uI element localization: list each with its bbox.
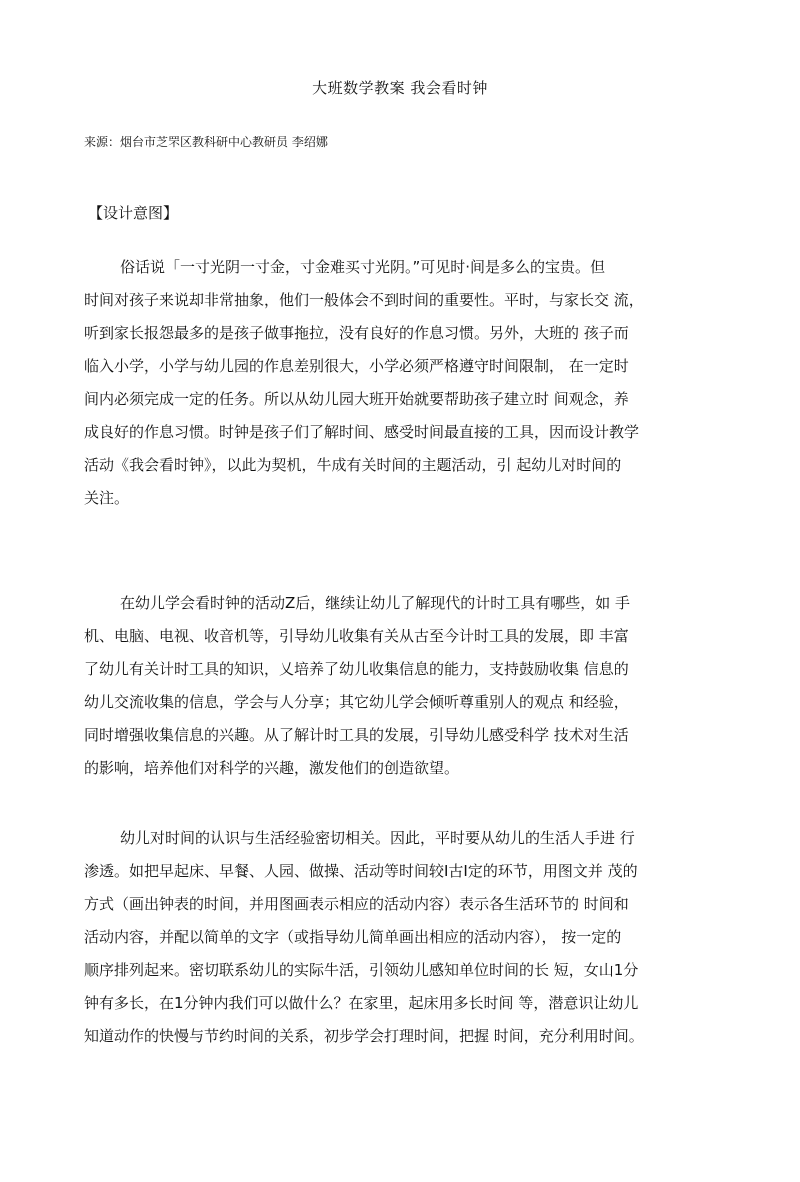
paragraph-line: 临入小学，小学与幼儿园的作息差别很大，小学必须严格遵守时间限制， 在一定时 [84, 357, 629, 375]
paragraph-line: 成良好的作息习惯。时钟是孩子们了解时间、感受时间最直接的工具，因而设计教学 [84, 423, 640, 441]
paragraph-line: 听到家长报怨最多的是孩子做事拖拉，没有良好的作息习惯。另外，大班的 孩子而 [84, 324, 629, 342]
paragraph-line: 幼儿对时间的认识与生活经验密切相关。因此，平时要从幼儿的生活人手进 行 [120, 829, 635, 847]
paragraph-line: 关注。 [84, 489, 130, 507]
document-source: 来源：烟台市芝罘区教科研中心教研员 李绍娜 [84, 135, 328, 149]
document-title: 大班数学教案 我会看时钟 [312, 79, 488, 97]
paragraph-line: 时间对孩子来说却非常抽象，他们一般体会不到时间的重要性。平时，与家长交 流， [84, 291, 644, 309]
paragraph-line: 机、电脑、电视、收音机等，引导幼儿收集有关从古至今计时工具的发展，即 丰富 [84, 627, 629, 645]
paragraph-line: 幼儿交流收集的信息，学会与人分享；其它幼儿学会倾听尊重别人的观点 和经验， [84, 693, 629, 711]
paragraph-3 [84, 822, 724, 1053]
paragraph-1 [84, 251, 724, 515]
paragraph-line: 间内必须完成一定的任务。所以从幼儿园大班开始就要帮助孩子建立时 间观念，养 [84, 390, 629, 408]
paragraph-line: 活动内容，并配以简单的文字（或指导幼儿简单画出相应的活动内容）， 按一定的 [84, 928, 622, 946]
paragraph-2 [84, 587, 724, 785]
paragraph-line: 知道动作的快慢与节约时间的关系，初步学会打理时间，把握 时间，充分利用时间。 [84, 1027, 644, 1045]
paragraph-line: 了幼儿有关计时工具的知识，乂培养了幼儿收集信息的能力，支持鼓励收集 信息的 [84, 660, 629, 678]
paragraph-line: 同时增强收集信息的兴趣。从了解计时工具的发展，引导幼儿感受科学 技术对生活 [84, 726, 629, 744]
paragraph-line: 钟有多长，在1分钟内我们可以做什么？在家里，起床用多长时间 等，潜意识让幼儿 [84, 994, 639, 1012]
paragraph-line: 方式（画出钟表的时间，并用图画表示相应的活动内容）表示各生活环节的 时间和 [84, 895, 629, 913]
section-heading-design-intent: 【设计意图】 [88, 204, 179, 222]
paragraph-line: 俗话说「一寸光阴一寸金，寸金难买寸光阴。”可见时·间是多么的宝贵。但 [120, 258, 606, 276]
paragraph-line: 渗透。如把早起床、早餐、人园、做操、活动等时间较I古I定的环节，用图文并 茂的 [84, 862, 638, 880]
paragraph-line: 的影响，培养他们对科学的兴趣，激发他们的创造欲望。 [84, 759, 460, 777]
paragraph-line: 顺序排列起来。密切联系幼儿的实际牛活，引领幼儿感知单位时间的长 短，女山1分 [84, 961, 639, 979]
paragraph-line: 活动《我会看时钟》，以此为契机，牛成有关时间的主题活动，引 起幼儿对时间的 [84, 456, 622, 474]
paragraph-line: 在幼儿学会看时钟的活动Z后，继续让幼儿了解现代的计时工具有哪些，如 手 [120, 594, 631, 612]
